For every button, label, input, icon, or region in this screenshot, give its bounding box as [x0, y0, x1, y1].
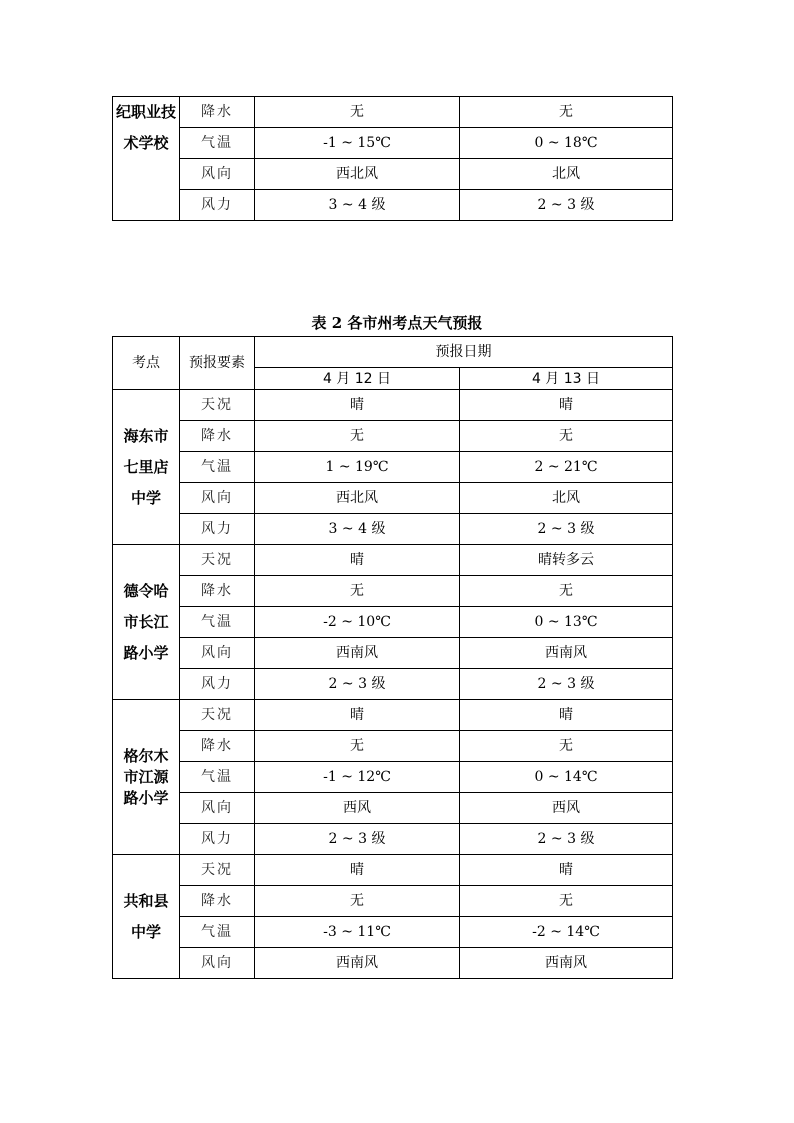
- element-cell: 气温: [180, 762, 255, 793]
- date1-cell: 西风: [255, 793, 460, 824]
- element-cell: 降水: [180, 97, 255, 128]
- date1-cell: 晴: [255, 390, 460, 421]
- table-row: [113, 669, 673, 700]
- element-cell: 风向: [180, 638, 255, 669]
- date2-cell: 无: [460, 576, 673, 607]
- date2-cell: 2 ~ 3 级: [460, 669, 673, 700]
- table-row: [113, 607, 673, 638]
- element-cell: 风向: [180, 159, 255, 190]
- date2-cell: 西南风: [460, 638, 673, 669]
- date1-cell: -2 ~ 10℃: [255, 607, 460, 638]
- element-cell: 降水: [180, 576, 255, 607]
- date2-cell: 无: [460, 886, 673, 917]
- date1-cell: 无: [255, 731, 460, 762]
- header-site: 考点: [113, 337, 180, 390]
- site-cell: [113, 545, 180, 700]
- date2-cell: 北风: [460, 159, 673, 190]
- table-row: [113, 855, 673, 886]
- date1-cell: 西北风: [255, 483, 460, 514]
- element-cell: 天况: [180, 390, 255, 421]
- header-date1: 4 月 12 日: [255, 368, 460, 390]
- date1-cell: -3 ~ 11℃: [255, 917, 460, 948]
- table-row: [113, 390, 673, 421]
- table-row: [113, 762, 673, 793]
- element-cell: 风力: [180, 824, 255, 855]
- date2-cell: 2 ~ 3 级: [460, 190, 673, 221]
- table-row: [113, 483, 673, 514]
- date2-cell: 晴转多云: [460, 545, 673, 576]
- element-cell: 天况: [180, 855, 255, 886]
- site-cell: [113, 97, 180, 221]
- date1-cell: 无: [255, 97, 460, 128]
- table2-caption: 表 2 各市州考点天气预报: [311, 314, 483, 332]
- table-row: [113, 97, 673, 128]
- site-name-line: 中学: [130, 922, 161, 941]
- date1-cell: 1 ~ 19℃: [255, 452, 460, 483]
- site-name-line: 德令哈: [123, 581, 169, 600]
- date2-cell: 晴: [460, 390, 673, 421]
- date2-cell: 晴: [460, 855, 673, 886]
- date2-cell: 无: [460, 731, 673, 762]
- element-cell: 降水: [180, 886, 255, 917]
- date2-cell: 0 ~ 14℃: [460, 762, 673, 793]
- date1-cell: 西南风: [255, 638, 460, 669]
- element-cell: 风向: [180, 948, 255, 979]
- table-row: [113, 638, 673, 669]
- date1-cell: 3 ~ 4 级: [255, 190, 460, 221]
- date2-cell: 无: [460, 421, 673, 452]
- table-row: [113, 948, 673, 979]
- date2-cell: 2 ~ 3 级: [460, 514, 673, 545]
- date2-cell: 晴: [460, 700, 673, 731]
- site-name-line: 路小学: [123, 788, 169, 807]
- date2-cell: 无: [460, 97, 673, 128]
- date2-cell: 0 ~ 13℃: [460, 607, 673, 638]
- table-row: [113, 452, 673, 483]
- element-cell: 气温: [180, 452, 255, 483]
- table-row: [113, 824, 673, 855]
- element-cell: 气温: [180, 607, 255, 638]
- element-cell: 气温: [180, 128, 255, 159]
- date2-cell: 西风: [460, 793, 673, 824]
- site-name-line: 七里店: [123, 457, 169, 476]
- date1-cell: 3 ~ 4 级: [255, 514, 460, 545]
- date2-cell: -2 ~ 14℃: [460, 917, 673, 948]
- table1-continued: [112, 96, 673, 221]
- element-cell: 气温: [180, 917, 255, 948]
- site-name-line: 市江源: [123, 767, 169, 786]
- date2-cell: 北风: [460, 483, 673, 514]
- date1-cell: 西北风: [255, 159, 460, 190]
- date1-cell: -1 ~ 12℃: [255, 762, 460, 793]
- element-cell: 天况: [180, 545, 255, 576]
- site-name-line: 格尔木: [123, 746, 169, 765]
- date1-cell: 无: [255, 576, 460, 607]
- header-element: 预报要素: [180, 337, 255, 390]
- table-row: [113, 576, 673, 607]
- element-cell: 风向: [180, 793, 255, 824]
- table-row: [113, 159, 673, 190]
- site-name-line: 纪职业技: [115, 103, 176, 121]
- site-cell: [113, 390, 180, 545]
- table2: [112, 336, 673, 979]
- date2-cell: 2 ~ 3 级: [460, 824, 673, 855]
- table-row: [113, 793, 673, 824]
- date1-cell: 2 ~ 3 级: [255, 824, 460, 855]
- site-name-line: 共和县: [123, 891, 169, 910]
- element-cell: 降水: [180, 421, 255, 452]
- date1-cell: 晴: [255, 700, 460, 731]
- table-row: [113, 545, 673, 576]
- table-row: [113, 190, 673, 221]
- element-cell: 风力: [180, 669, 255, 700]
- site-name-line: 术学校: [123, 134, 169, 152]
- date2-cell: 2 ~ 21℃: [460, 452, 673, 483]
- element-cell: 天况: [180, 700, 255, 731]
- table-row: [113, 128, 673, 159]
- header-forecast-date: 预报日期: [255, 337, 673, 368]
- table-row: [113, 886, 673, 917]
- site-name-line: 市长江: [123, 612, 169, 631]
- header-row: [113, 337, 673, 368]
- table-row: [113, 421, 673, 452]
- date1-cell: 晴: [255, 545, 460, 576]
- table-row: [113, 700, 673, 731]
- date1-cell: 无: [255, 421, 460, 452]
- element-cell: 风力: [180, 190, 255, 221]
- header-date2: 4 月 13 日: [460, 368, 673, 390]
- site-name-line: 海东市: [123, 426, 169, 445]
- date2-cell: 西南风: [460, 948, 673, 979]
- table-row: [113, 514, 673, 545]
- site-name-line: 中学: [130, 488, 161, 507]
- site-cell: [113, 855, 180, 979]
- date1-cell: 2 ~ 3 级: [255, 669, 460, 700]
- date1-cell: 晴: [255, 855, 460, 886]
- site-cell: [113, 700, 180, 855]
- element-cell: 风力: [180, 514, 255, 545]
- element-cell: 风向: [180, 483, 255, 514]
- table-row: [113, 917, 673, 948]
- table-row: [113, 731, 673, 762]
- date1-cell: 无: [255, 886, 460, 917]
- date2-cell: 0 ~ 18℃: [460, 128, 673, 159]
- date1-cell: 西南风: [255, 948, 460, 979]
- element-cell: 降水: [180, 731, 255, 762]
- site-name-line: 路小学: [123, 643, 169, 662]
- date1-cell: -1 ~ 15℃: [255, 128, 460, 159]
